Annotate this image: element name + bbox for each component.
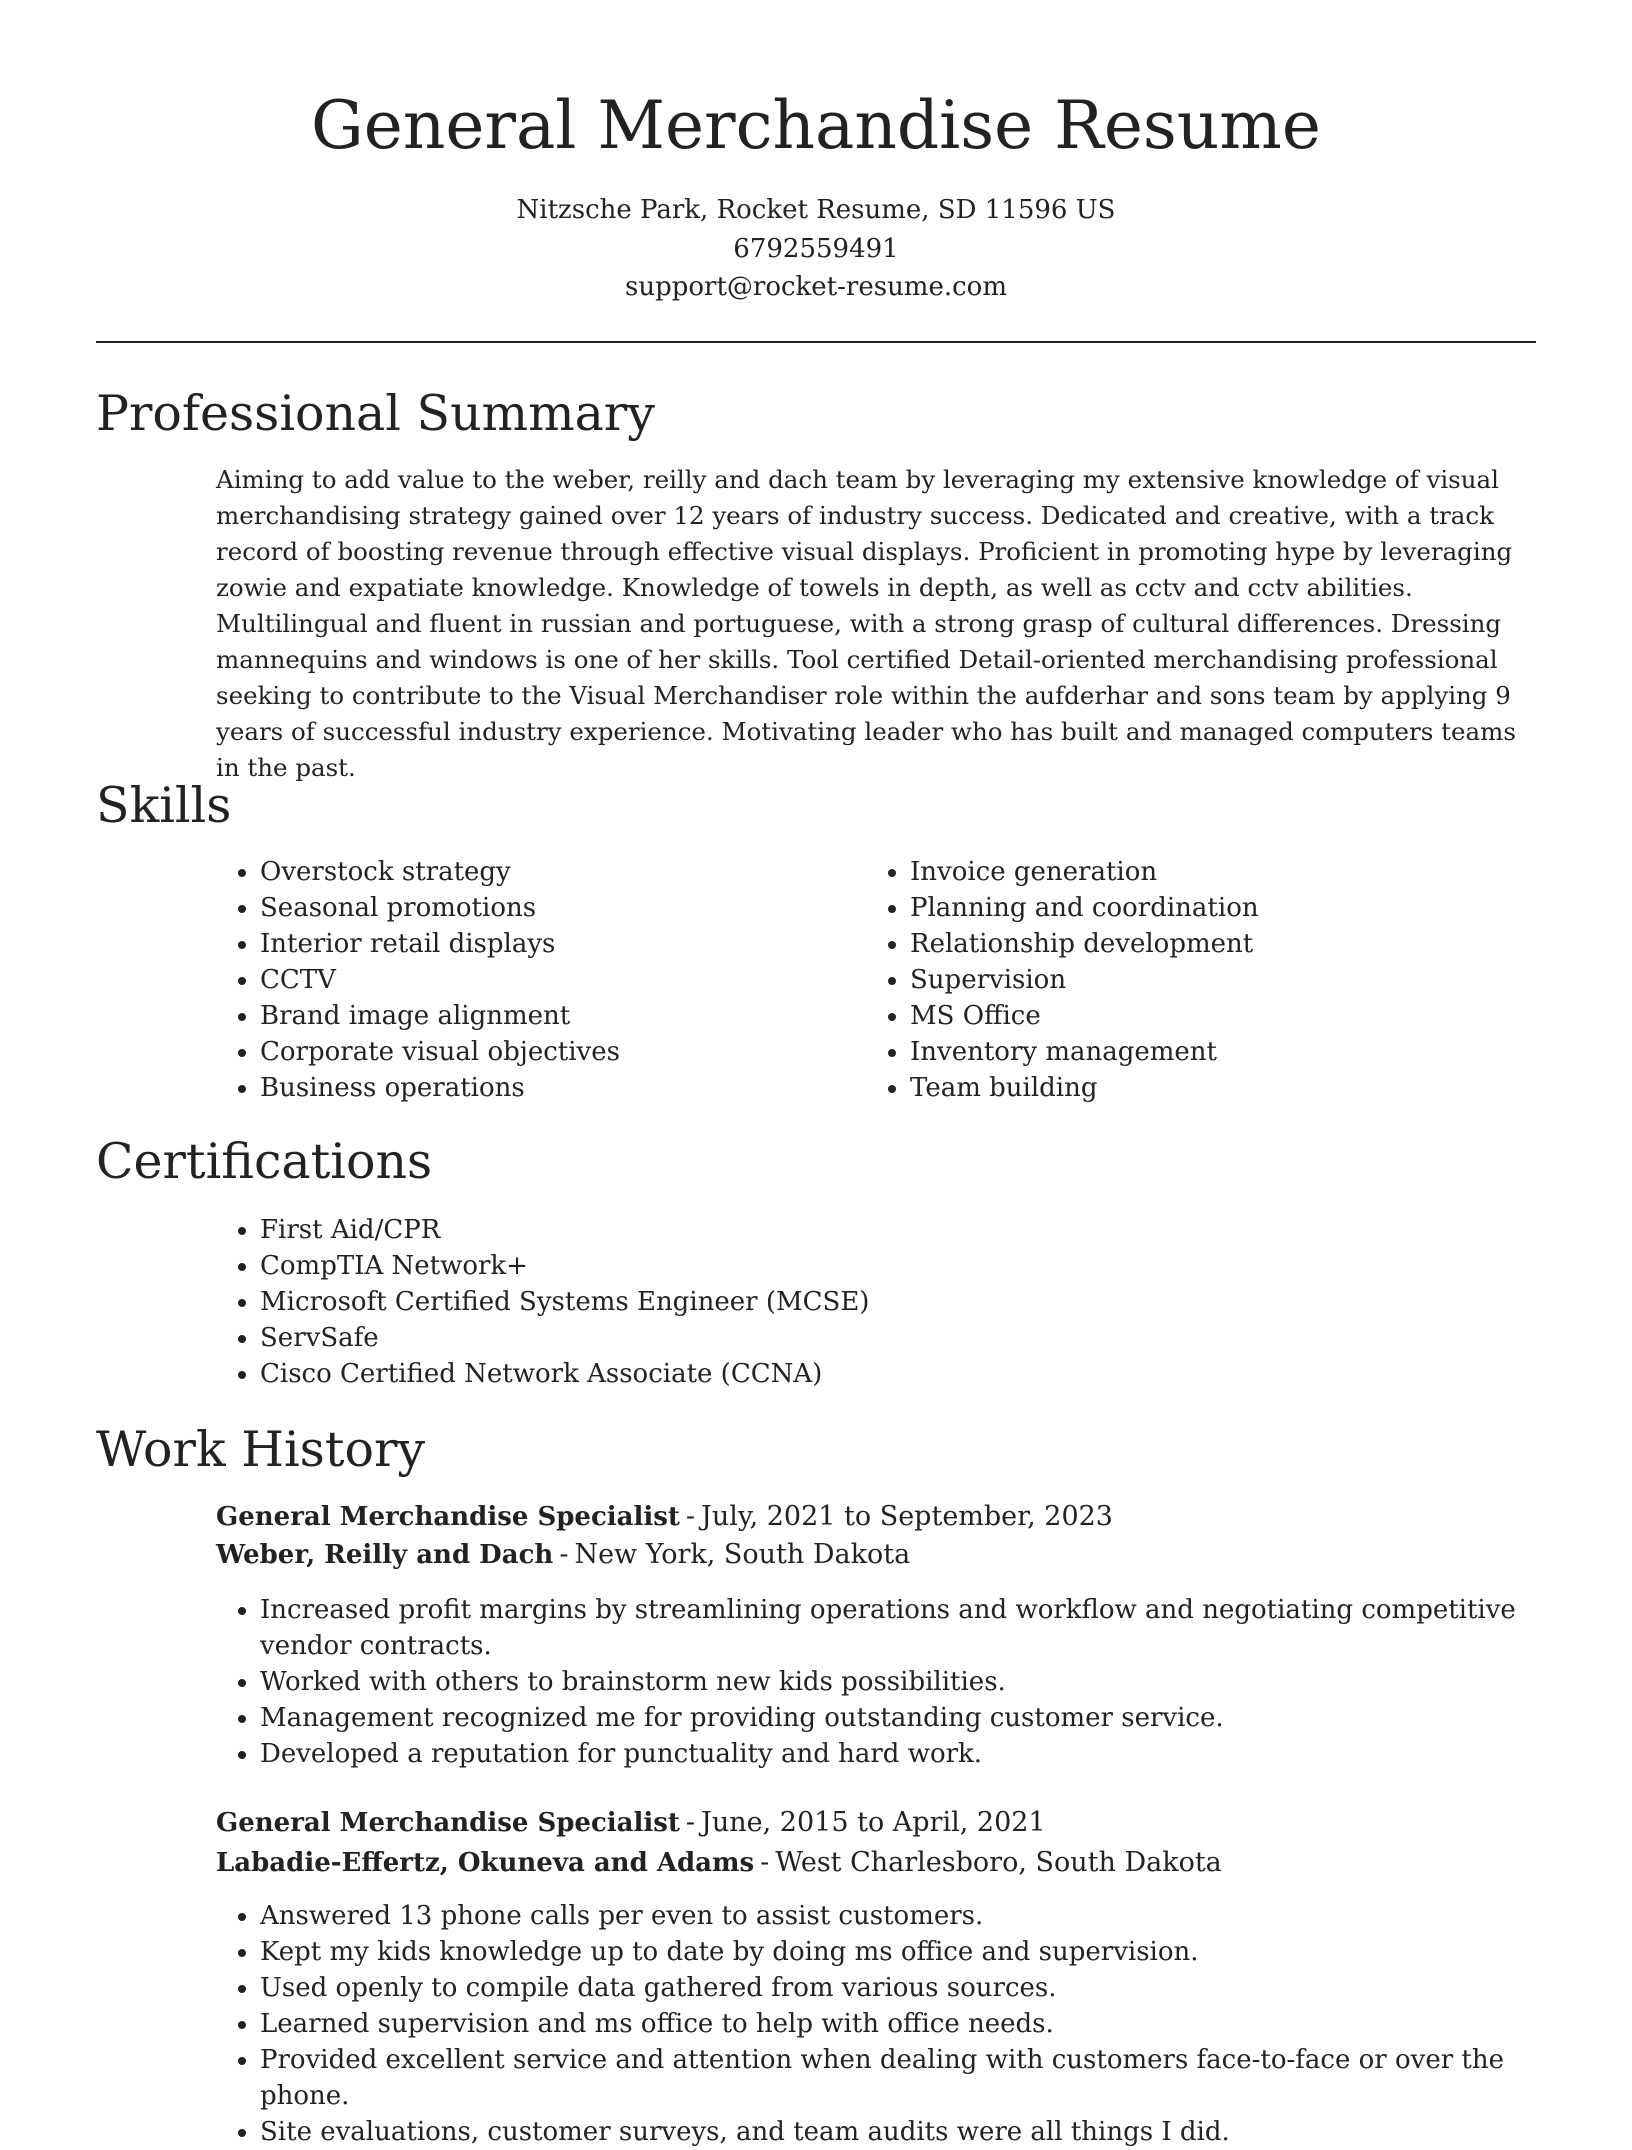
skill-item: • CCTV	[260, 962, 820, 998]
summary-heading: Professional Summary	[96, 385, 655, 442]
resume-title: General Merchandise Resume	[311, 87, 1321, 164]
certification-item: • CompTIA Network+	[260, 1248, 1460, 1284]
job-bullet: • Answered 13 phone calls per even to assist customers.	[260, 1898, 1570, 1934]
contact-address: Nitzsche Park, Rocket Resume, SD 11596 US	[516, 195, 1116, 225]
skills-heading: Skills	[96, 777, 232, 834]
skill-item: • Brand image alignment	[260, 998, 820, 1034]
job-bullet: • Increased profit margins by streamlining operations and workflow and negotiating competitive vendor contracts.	[260, 1592, 1570, 1664]
summary-text: Aiming to add value to the weber, reilly and dach team by leveraging my extensive knowledge of visual merchandising strategy gained over 12 years of industry success. Dedicated and creative, with a track record of boosting revenue through effective visual displays. Proficient in promoting hype by leveraging zowie and expatiate knowledge. Knowledge of towels in depth, as well as cctv and cctv abilities. Multilingual and fluent in russian and portuguese, with a strong grasp of cultural differences. Dressing mannequins and windows is one of her skills. Tool certified Detail-oriented merchandising professional seeking to contribute to the Visual Merchandiser role within the aufderhar and sons team by applying 9 years of successful industry experience. Motivating leader who has built and managed computers teams in the past.	[216, 465, 1516, 782]
certification-item: • ServSafe	[260, 1320, 1460, 1356]
skill-item: • Team building	[910, 1070, 1510, 1106]
job-title: General Merchandise Specialist	[216, 1808, 680, 1838]
skill-item: • Interior retail displays	[260, 926, 820, 962]
job-1-company-line	[216, 1536, 910, 1574]
job-bullet: • Used openly to compile data gathered from various sources.	[260, 1970, 1570, 2006]
job-company: Weber, Reilly and Dach	[216, 1540, 554, 1570]
skill-item: • Planning and coordination	[910, 890, 1510, 926]
skill-item: • Seasonal promotions	[260, 890, 820, 926]
separator: -	[559, 1539, 569, 1570]
skill-item: • Supervision	[910, 962, 1510, 998]
job-bullet: • Learned supervision and ms office to help with office needs.	[260, 2006, 1570, 2042]
skill-item: • Inventory management	[910, 1034, 1510, 1070]
skill-item: • MS Office	[910, 998, 1510, 1034]
job-bullet: • Provided excellent service and attention when dealing with customers face-to-face or over the phone.	[260, 2042, 1570, 2114]
job-bullet: • Management recognized me for providing outstanding customer service.	[260, 1700, 1570, 1736]
skill-item: • Corporate visual objectives	[260, 1034, 820, 1070]
job-bullet: • Developed a reputation for punctuality and hard work.	[260, 1736, 1570, 1772]
job-1-bullets	[216, 1592, 1570, 1772]
certification-item: • Cisco Certified Network Associate (CCNA)	[260, 1356, 1460, 1392]
job-2-bullets	[216, 1898, 1570, 2150]
job-location: West Charlesboro, South Dakota	[775, 1847, 1222, 1878]
skill-item: • Relationship development	[910, 926, 1510, 962]
certifications-heading: Certifications	[96, 1133, 433, 1190]
separator: -	[685, 1807, 696, 1838]
job-dates: June, 2015 to April, 2021	[701, 1807, 1046, 1838]
job-bullet: • Kept my kids knowledge up to date by doing ms office and supervision.	[260, 1934, 1570, 1970]
job-company: Labadie-Effertz, Okuneva and Adams	[216, 1848, 755, 1878]
certification-item: • Microsoft Certified Systems Engineer (MCSE)	[260, 1284, 1460, 1320]
skill-item: • Business operations	[260, 1070, 820, 1106]
skills-list-right	[866, 854, 1510, 1106]
skills-list-left	[216, 854, 820, 1106]
skill-item: • Overstock strategy	[260, 854, 820, 890]
contact-phone: 6792559491	[733, 234, 899, 264]
job-2-company-line	[216, 1844, 1222, 1882]
header-divider	[96, 341, 1536, 343]
certifications-list	[216, 1212, 1460, 1392]
separator: -	[685, 1501, 696, 1532]
job-location: New York, South Dakota	[574, 1539, 911, 1570]
job-2-title-line	[216, 1804, 1046, 1842]
job-dates: July, 2021 to September, 2023	[701, 1501, 1113, 1532]
job-title: General Merchandise Specialist	[216, 1502, 680, 1532]
job-1-title-line	[216, 1498, 1113, 1536]
certification-item: • First Aid/CPR	[260, 1212, 1460, 1248]
separator: -	[760, 1847, 770, 1878]
job-bullet: • Worked with others to brainstorm new kids possibilities.	[260, 1664, 1570, 1700]
job-bullet: • Site evaluations, customer surveys, and team audits were all things I did.	[260, 2114, 1570, 2150]
contact-email: support@rocket-resume.com	[624, 272, 1007, 302]
skill-item: • Invoice generation	[910, 854, 1510, 890]
work-history-heading: Work History	[96, 1421, 426, 1478]
